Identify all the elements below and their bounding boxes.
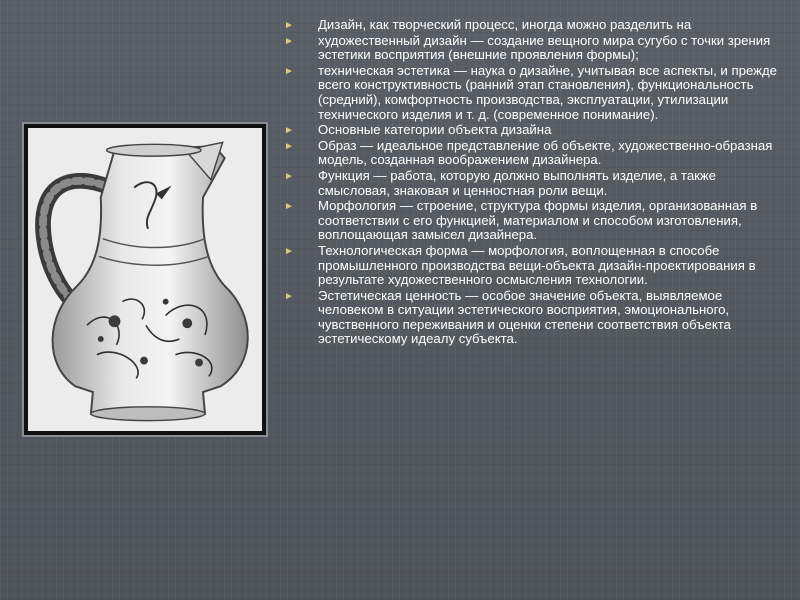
bullet-text: Образ — идеальное представление об объекте, художественно-образная модель, созданная воображением дизайнера. [318,137,773,168]
bullet-item [282,244,782,288]
bullet-marker-icon: ► [284,125,294,137]
bullet-item [282,199,782,243]
bullet-text: Эстетическая ценность — особое значение объекта, выявляемое человеком в ситуации эстетического восприятия, эмоционального, чувственного переживания и оценки степени соответствия объекта эстетическому идеалу субъекта. [318,287,731,347]
bullet-text: Основные категории объекта дизайна [318,122,552,138]
jug-photo [28,128,262,431]
bullet-text: Технологическая форма — морфология, воплощенная в способе промышленного производства вещи-объекта дизайн-проектирования в результате художественного осмысления технологии. [318,242,756,288]
bullet-marker-icon: ► [284,65,294,77]
bullet-item [282,123,782,138]
bullet-item [282,139,782,168]
bullet-marker-icon: ► [284,140,294,152]
bullet-text: Дизайн, как творческий процесс, иногда можно разделить на [318,17,692,32]
bullet-text: техническая эстетика — наука о дизайне, учитывая все аспекты, и прежде всего конструктивность (ранний этап становления), функциональность (средний), комфортность производства, эксплуатации, утилизации технического изделия и т. д. (современное понимание). [318,62,777,122]
bullet-list [282,18,782,347]
slide-text [282,18,782,348]
bullet-item [282,18,782,33]
bullet-text: Морфология — строение, структура формы изделия, организованная в соответствии с его функцией, материалом и способом изготовления, воплощающая замысел дизайнера. [318,198,758,243]
bullet-marker-icon: ► [284,35,294,47]
bullet-item [282,169,782,198]
bullet-item [282,64,782,122]
bullet-marker-icon: ► [284,201,294,213]
bullet-marker-icon: ► [284,20,294,31]
bullet-marker-icon: ► [284,170,294,182]
jug-photo-frame [22,122,268,437]
bullet-text: Функция — работа, которую должно выполнять изделие, а также смысловая, знаковая и ценностная роли вещи. [318,167,717,198]
bullet-item [282,289,782,347]
bullet-marker-icon: ► [284,245,294,257]
bullet-item [282,34,782,63]
bullet-marker-icon: ► [284,290,294,302]
ceramic-jug-illustration [28,128,262,431]
bullet-text: художественный дизайн — создание вещного мира сугубо с точки зрения эстетики восприятия (внешние проявления формы); [318,32,771,63]
